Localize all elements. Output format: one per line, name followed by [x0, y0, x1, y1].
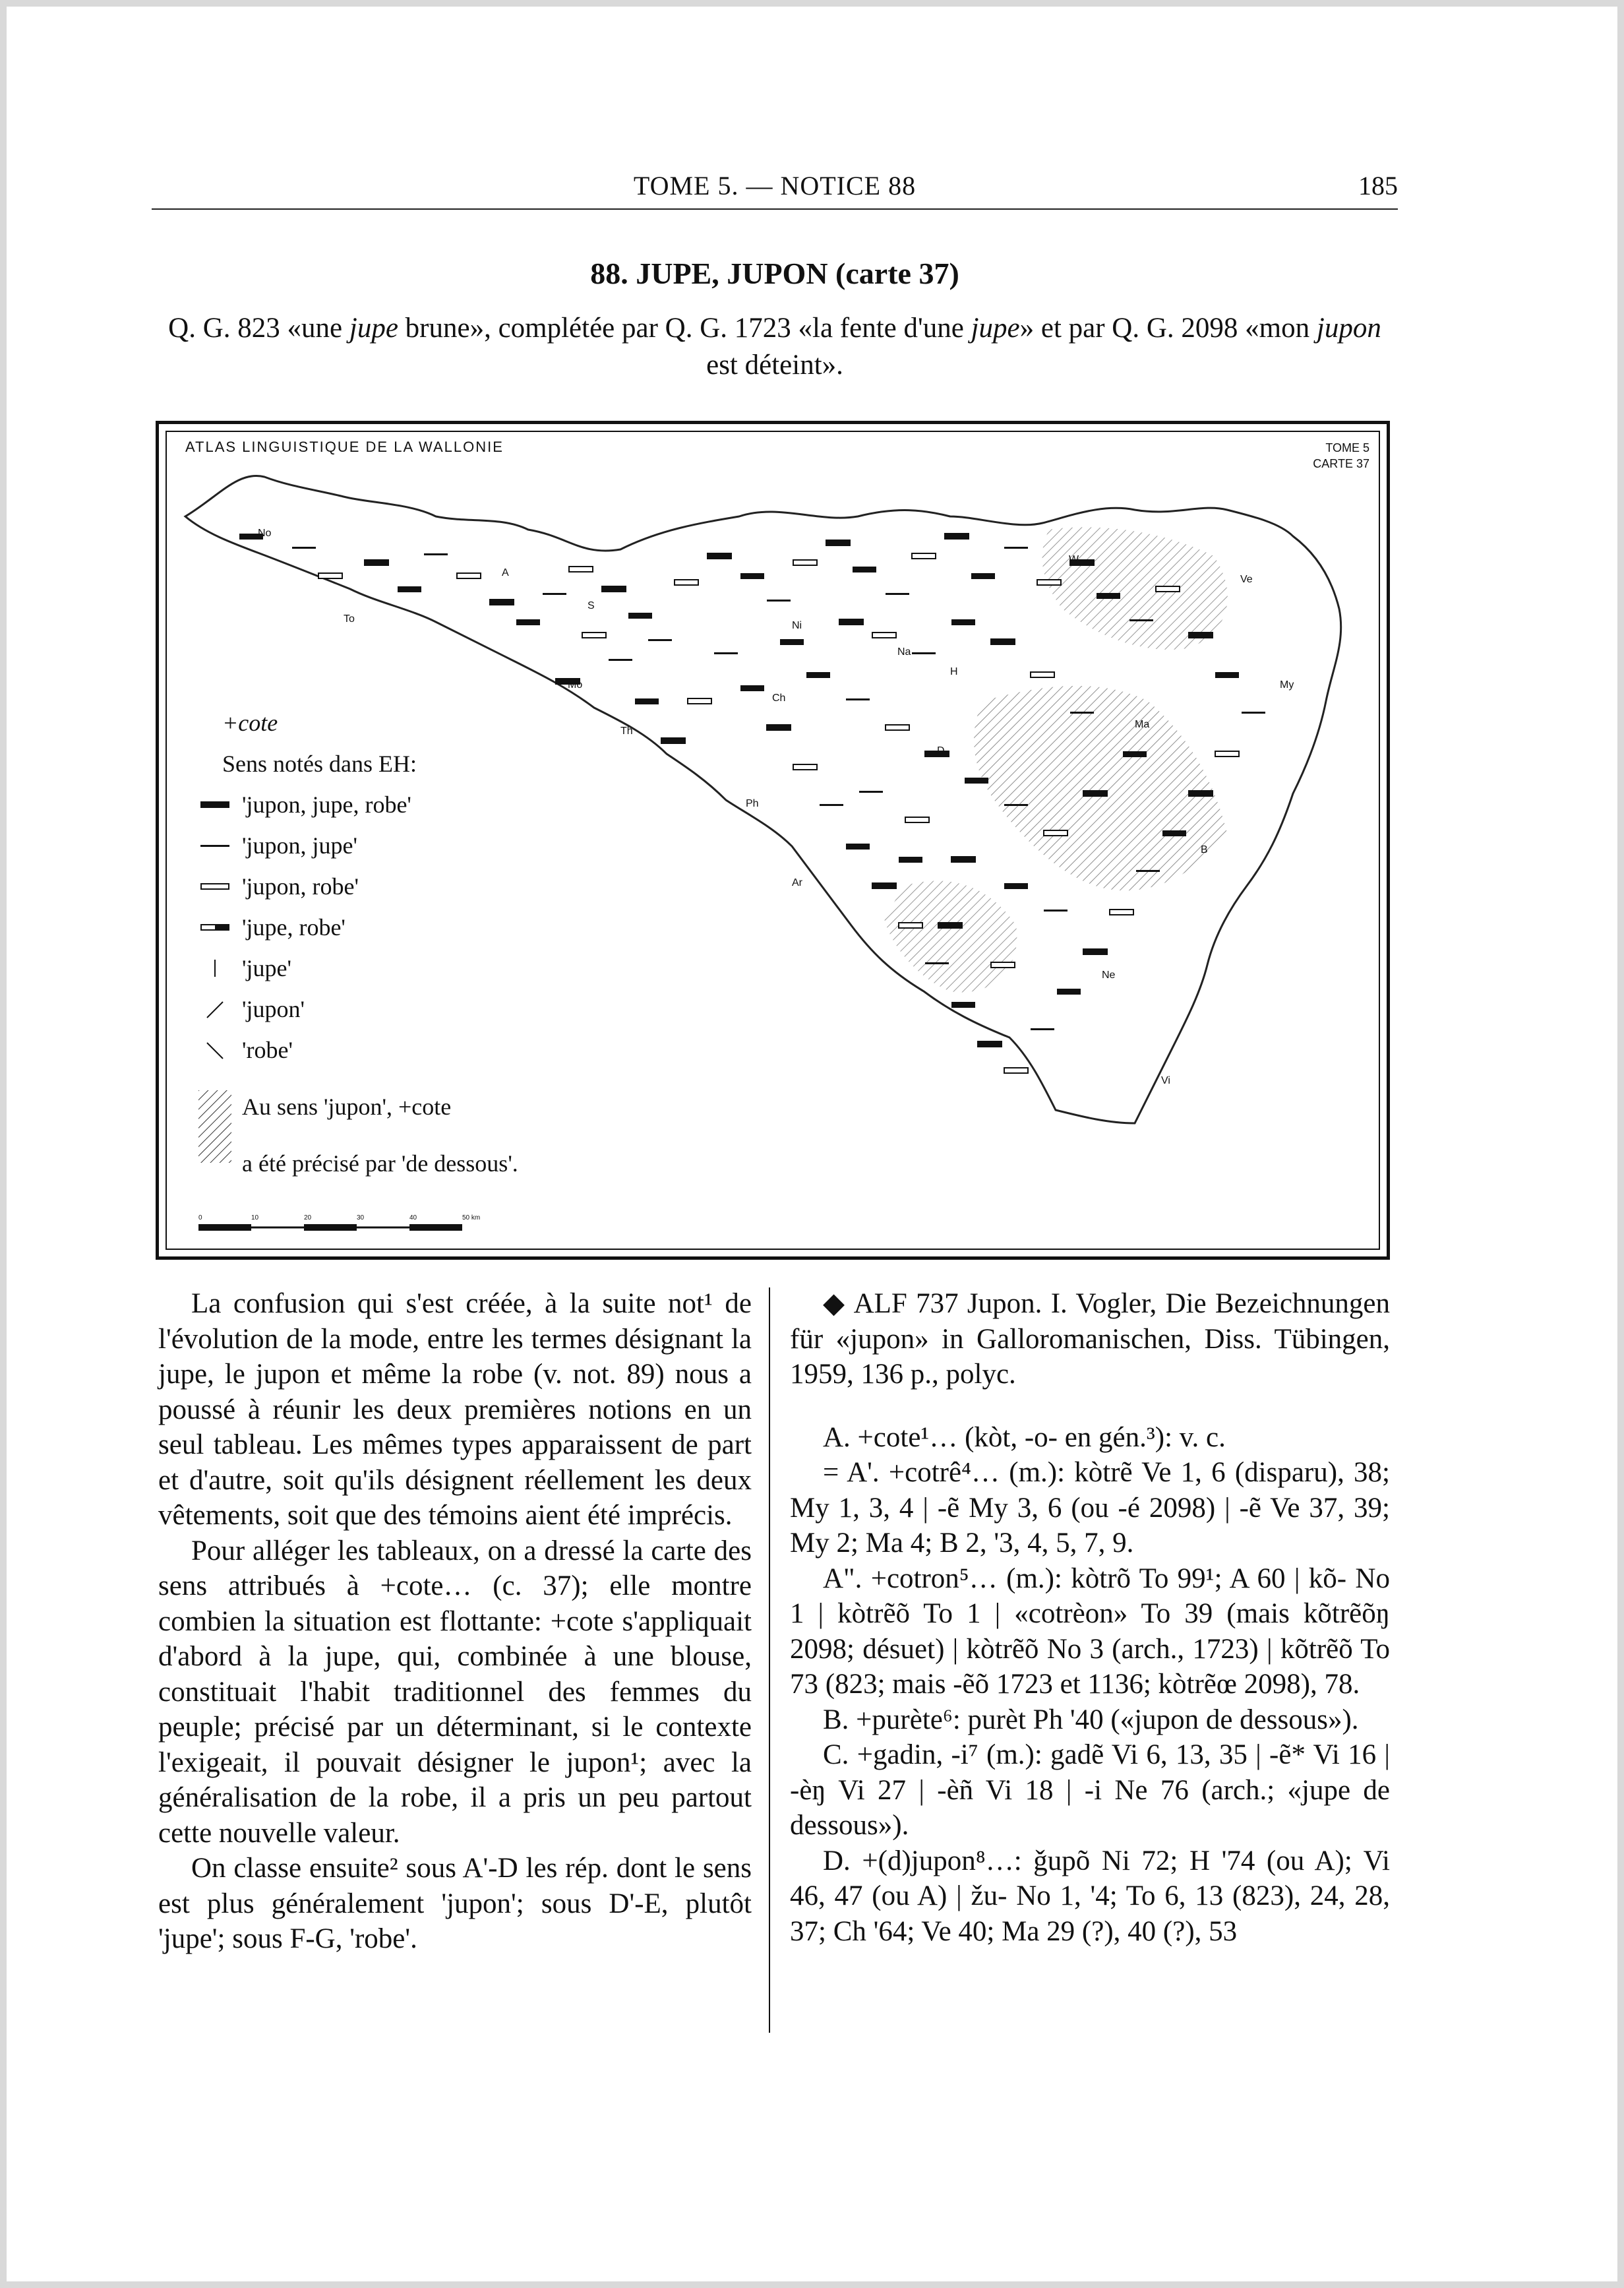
thin-bar-symbol: [820, 804, 843, 806]
map-figure: [156, 421, 1390, 1260]
open-bar-symbol: [688, 698, 711, 704]
legend-item: [196, 1030, 518, 1070]
carte-number: CARTE 37: [1313, 457, 1369, 470]
half-bar-symbol: [1189, 791, 1213, 796]
legend-item: [196, 866, 518, 907]
half-bar-symbol: [767, 725, 791, 730]
column-separator: [769, 1287, 770, 2033]
region-label: Ar: [792, 877, 802, 888]
thick-bar-icon: [196, 800, 234, 809]
thin-bar-symbol: [1044, 910, 1068, 912]
thin-bar-symbol: [859, 791, 883, 793]
open-bar-symbol: [1156, 586, 1180, 592]
open-bar-symbol: [1110, 910, 1133, 915]
open-bar-icon: [196, 882, 234, 891]
legend-hatch-item-2: a été précisé par 'de dessous'.: [242, 1150, 518, 1177]
scale-labels: [198, 1214, 480, 1221]
half-bar-symbol: [1083, 949, 1107, 954]
thick-bar-symbol: [846, 844, 870, 850]
legend-item: [196, 784, 518, 825]
thick-bar-symbol: [1215, 672, 1239, 678]
left-column: [158, 1286, 752, 1957]
thin-bar-symbol: [1004, 804, 1028, 806]
thick-bar-symbol: [628, 613, 652, 619]
open-bar-symbol: [1037, 580, 1061, 585]
region-label: Ne: [1102, 970, 1116, 981]
half-bar-symbol: [707, 553, 731, 559]
open-bar-symbol: [1044, 830, 1068, 836]
thin-bar-symbol: [424, 553, 448, 555]
region-label: Ch: [772, 693, 786, 704]
thick-bar-symbol: [1097, 593, 1120, 599]
open-bar-symbol: [457, 573, 481, 578]
region-label: Ma: [1135, 719, 1150, 730]
legend-label: 'jupon, jupe': [242, 832, 357, 859]
half-bar-symbol: [490, 600, 514, 605]
thick-bar-symbol: [899, 857, 922, 863]
entry-b: B. +purète⁶: purèt Ph '40 («jupon de dessous»).: [823, 1704, 1359, 1735]
subtitle-text: brune», complétée par Q. G. 1723 «la fente d'une: [398, 313, 971, 344]
subtitle-word: jupe: [349, 313, 398, 344]
open-bar-symbol: [886, 725, 909, 730]
thick-bar-symbol: [1004, 883, 1028, 889]
backslash-icon: [196, 1040, 234, 1060]
thick-bar-symbol: [740, 573, 764, 579]
legend-item: [196, 825, 518, 866]
entry-c: C. +gadin, -i⁷ (m.): gadẽ Vi 6, 13, 35 | -ẽ* Vi 16 | -èŋ Vi 27 | -èñ Vi 18 | -i Ne 76 (arch.; «jupe de dessous»).: [790, 1739, 1390, 1841]
open-bar-symbol: [569, 567, 593, 572]
slash-icon: [196, 999, 234, 1019]
region-label: Na: [897, 646, 911, 658]
scale-label: 50 km: [462, 1214, 481, 1221]
thick-bar-symbol: [1057, 989, 1081, 995]
legend-label: Au sens 'jupon', +cote: [242, 1094, 452, 1120]
thin-bar-symbol: [1129, 619, 1153, 621]
thick-bar-symbol: [1123, 751, 1147, 757]
thin-bar-symbol: [292, 547, 316, 549]
region-label: My: [1280, 679, 1294, 691]
thin-bar-symbol: [1242, 712, 1265, 714]
thin-bar-symbol: [609, 659, 632, 661]
half-bar-symbol: [938, 923, 962, 928]
open-bar-symbol: [1215, 751, 1239, 757]
map-legend: [196, 702, 518, 1184]
region-label: H: [950, 666, 958, 677]
entry-a-prime: = A'. +cotrê⁴… (m.): kòtrẽ Ve 1, 6 (disparu), 38; My 1, 3, 4 | -ẽ My 3, 6 (ou -é 2098) | -ẽ Ve 37, 39; My 2; Ma 4; B 2, '3, 4, 5, 7, 9.: [790, 1457, 1390, 1559]
thick-bar-symbol: [965, 778, 988, 784]
open-bar-symbol: [991, 962, 1015, 968]
carte-label: [1313, 440, 1369, 472]
region-label: Ve: [1240, 574, 1253, 585]
hatched-zone-north: [1042, 527, 1228, 650]
legend-label: 'jupon, jupe, robe': [242, 791, 411, 818]
thin-bar-symbol: [767, 600, 791, 602]
open-bar-symbol: [793, 764, 817, 770]
thick-bar-symbol: [1162, 830, 1186, 836]
thick-bar-symbol: [853, 567, 876, 572]
subtitle-word: jupon: [1316, 313, 1381, 344]
vertical-stroke-icon: [196, 958, 234, 978]
region-label: Ph: [746, 798, 759, 809]
thin-bar-symbol: [648, 639, 672, 641]
region-label: Ni: [792, 620, 802, 631]
hatched-zone-east: [974, 686, 1227, 890]
thick-bar-symbol: [398, 586, 421, 592]
legend-label: 'jupon': [242, 996, 305, 1022]
region-label: Th: [620, 726, 633, 737]
scale-label: 30: [357, 1214, 365, 1221]
entry-a: A. +cote¹… (kòt, -o- en gén.³): v. c.: [823, 1421, 1226, 1453]
legend-label: 'jupe, robe': [242, 914, 346, 941]
legend-subheading: Sens notés dans EH:: [222, 751, 417, 777]
open-bar-symbol: [899, 923, 922, 928]
thin-bar-symbol: [912, 652, 936, 654]
open-bar-symbol: [872, 633, 896, 638]
right-column: [790, 1286, 1390, 1949]
subtitle-word: jupe: [971, 313, 1020, 344]
half-bar-symbol: [826, 540, 850, 545]
thick-bar-symbol: [951, 1002, 975, 1008]
half-bar-icon: [196, 923, 234, 932]
thin-bar-symbol: [886, 593, 909, 595]
tome-label: TOME 5: [1325, 441, 1369, 454]
paragraph: On classe ensuite² sous A'-D les rép. dont le sens est plus généralement 'jupon'; sous D'-E, plutôt 'jupe'; sous F-G, 'robe'.: [158, 1853, 752, 1954]
region-label: W: [1069, 554, 1079, 565]
paragraph: La confusion qui s'est créée, à la suite not¹ de l'évolution de la mode, entre les termes désignant la jupe, le jupon et même la robe (v. not. 89) nous a poussé à réunir les deux premières notions en un seul tableau. Les mêmes types apparaissent de part et d'autre, soit qu'ils désignent réellement les deux vêtements, soit que des témoins aient été imprécis.: [158, 1288, 752, 1531]
legend-label: 'robe': [242, 1037, 293, 1063]
notice-title: 88. JUPE, JUPON (carte 37): [590, 257, 959, 290]
open-bar-symbol: [905, 817, 929, 822]
legend-item: [196, 907, 518, 948]
notice-subtitle: [158, 310, 1391, 384]
half-bar-symbol: [602, 586, 626, 592]
region-label: B: [1201, 844, 1208, 855]
thick-bar-symbol: [516, 619, 540, 625]
half-bar-symbol: [839, 619, 863, 625]
hatched-zone-south: [884, 881, 1017, 993]
legend-heading-text: +cote: [222, 710, 278, 736]
region-label: No: [258, 528, 272, 539]
subtitle-text: » et par Q. G. 2098 «mon: [1019, 313, 1317, 344]
legend-item: [196, 948, 518, 989]
half-bar-symbol: [945, 534, 969, 539]
half-bar-symbol: [1189, 633, 1213, 638]
half-bar-symbol: [661, 738, 685, 743]
paragraph: Pour alléger les tableaux, on a dressé la carte des sens attribués à +cote… (c. 37); elle montre combien la situation est flottante: +cote s'appliquait d'abord à la jupe, qui, combinée à une blouse, constituait l'habit traditionnel des femmes du peuple; précisé par un déterminant, si le contexte l'exigeait, il pouvait désigner le jupon¹; avec la généralisation de la robe, il a pris un peu partout cette nouvelle valeur.: [158, 1535, 752, 1849]
subtitle-text: est déteint».: [706, 350, 843, 381]
half-bar-symbol: [365, 560, 388, 565]
thick-bar-symbol: [971, 573, 995, 579]
region-label: To: [344, 613, 355, 625]
half-bar-symbol: [872, 883, 896, 888]
subtitle-text: Q. G. 823 «une: [168, 313, 349, 344]
open-bar-symbol: [793, 560, 817, 565]
scale-bar: [198, 1224, 462, 1231]
entry-d: D. +(d)jupon⁸…: ǧupõ Ni 72; H '74 (ou A); Vi 46, 47 (ou A) | žu- No 1, '4; To 6, 13 (823), 24, 28, 37; Ch '64; Ve 40; Ma 29 (?), 40 (?), 53: [790, 1845, 1390, 1947]
entry-a-second: A". +cotron⁵… (m.): kòtrõ To 99¹; A 60 | kõ- No 1 | kòtrẽõ To 1 | «cotrèon» To 39 (mais kõtrẽõŋ 2098; désuet) | kòtrẽõ No 3 (arch., 1723) | kõtrẽõ To 73 (823; mais -ẽõ 1723 et 1136; kòtrẽœ 2098), 78.: [790, 1562, 1390, 1700]
half-bar-symbol: [951, 857, 975, 862]
page-number: 185: [1358, 171, 1398, 201]
region-label: D: [937, 745, 945, 757]
thin-bar-symbol: [1070, 712, 1094, 714]
open-bar-symbol: [1031, 672, 1054, 677]
bibliography: ◆ ALF 737 Jupon. I. Vogler, Die Bezeichnungen für «jupon» in Galloromanischen, Diss. Tübingen, 1959, 136 p., polyc.: [790, 1288, 1390, 1390]
thick-bar-symbol: [635, 698, 659, 704]
legend-label: 'jupe': [242, 955, 291, 981]
header-rule: [152, 208, 1398, 210]
legend-heading: [222, 702, 518, 743]
running-title: TOME 5. — NOTICE 88: [633, 171, 917, 201]
atlas-title: ATLAS LINGUISTIQUE DE LA WALLONIE: [185, 439, 504, 455]
thin-bar-symbol: [1031, 1028, 1054, 1030]
hatch-swatch-icon: [196, 1070, 234, 1143]
thin-bar-symbol: [714, 652, 738, 654]
running-header: [152, 170, 1398, 203]
legend-label: 'jupon, robe': [242, 873, 359, 900]
open-bar-symbol: [912, 553, 936, 559]
half-bar-symbol: [991, 639, 1015, 644]
open-bar-symbol: [675, 580, 698, 585]
thin-bar-symbol: [1136, 870, 1160, 872]
thick-bar-symbol: [806, 672, 830, 678]
scale-label: 20: [304, 1214, 312, 1221]
legend-item: [196, 989, 518, 1030]
thick-bar-symbol: [951, 619, 975, 625]
open-bar-symbol: [318, 573, 342, 578]
half-bar-symbol: [978, 1041, 1002, 1047]
half-bar-symbol: [1083, 791, 1107, 796]
thick-bar-symbol: [780, 639, 804, 645]
thin-bar-symbol: [1004, 547, 1028, 549]
open-bar-symbol: [1004, 1068, 1028, 1073]
legend-hatch-item: [196, 1070, 518, 1143]
scale-label: 40: [409, 1214, 417, 1221]
region-label: Vi: [1161, 1075, 1170, 1086]
scale-label: 0: [198, 1214, 202, 1221]
scale-label: 10: [251, 1214, 259, 1221]
region-label: A: [502, 567, 509, 578]
thick-bar-symbol: [740, 685, 764, 691]
thin-bar-symbol: [543, 593, 566, 595]
region-label: Mo: [568, 679, 583, 691]
thin-bar-symbol: [925, 962, 949, 964]
region-label: S: [587, 600, 595, 611]
thin-bar-symbol: [846, 698, 870, 700]
thin-bar-icon: [196, 841, 234, 850]
open-bar-symbol: [582, 633, 606, 638]
